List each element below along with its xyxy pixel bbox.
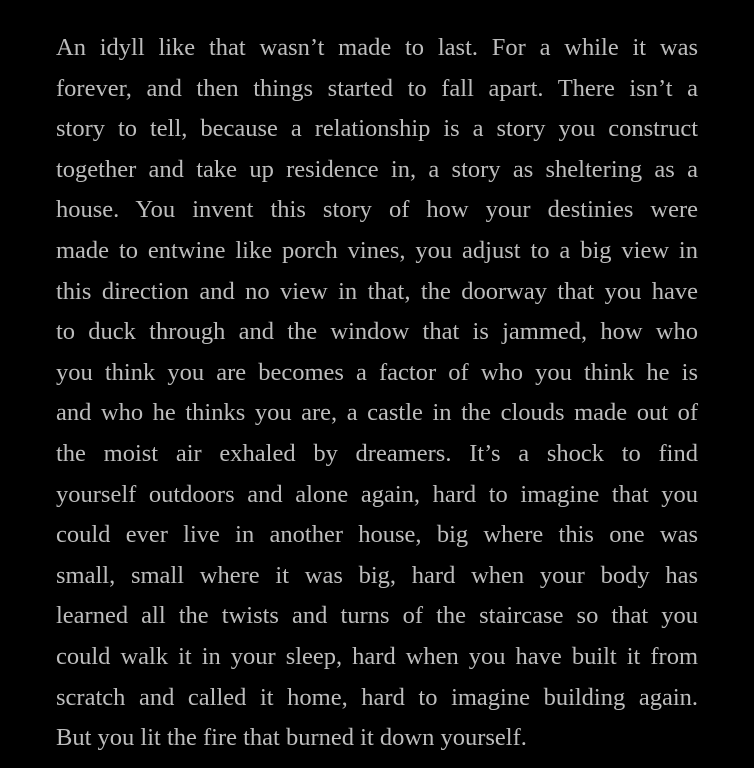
passage-line-1: An idyll like that wasn’t made to last. For a while it was <box>56 34 698 61</box>
passage-line-5: house. You invent this story of how your destinies were <box>56 196 698 224</box>
passage-line-14: small, small where it was big, hard when your body has <box>56 561 698 589</box>
passage-line-10: and who he thinks you are, a castle in the clouds made out of <box>56 399 698 427</box>
passage-line-17: scratch and called it home, hard to imagine building again. <box>56 683 698 711</box>
passage-line-7: this direction and no view in that, the doorway that you have <box>56 277 698 305</box>
passage-line-4: together and take up residence in, a story as sheltering as a <box>56 155 698 183</box>
passage-line-2: forever, and then things started to fall apart. There isn’t a <box>56 74 698 102</box>
passage-line-16: could walk it in your sleep, hard when you have built it from <box>56 642 698 670</box>
passage-line-9: you think you are becomes a factor of who you think he is <box>56 358 698 386</box>
passage-line-11: the moist air exhaled by dreamers. It’s a shock to find <box>56 439 698 467</box>
passage-line-12: yourself outdoors and alone again, hard to imagine that you <box>56 480 698 508</box>
passage-line-13: could ever live in another house, big where this one was <box>56 521 698 549</box>
passage-text <box>56 28 698 759</box>
passage-line-3: story to tell, because a relationship is a story you construct <box>56 115 698 143</box>
passage-line-8: to duck through and the window that is jammed, how who <box>56 318 698 346</box>
passage-line-18: But you lit the fire that burned it down yourself. <box>56 724 527 752</box>
passage-line-6: made to entwine like porch vines, you adjust to a big view in <box>56 236 698 264</box>
passage-line-15: learned all the twists and turns of the staircase so that you <box>56 602 698 630</box>
